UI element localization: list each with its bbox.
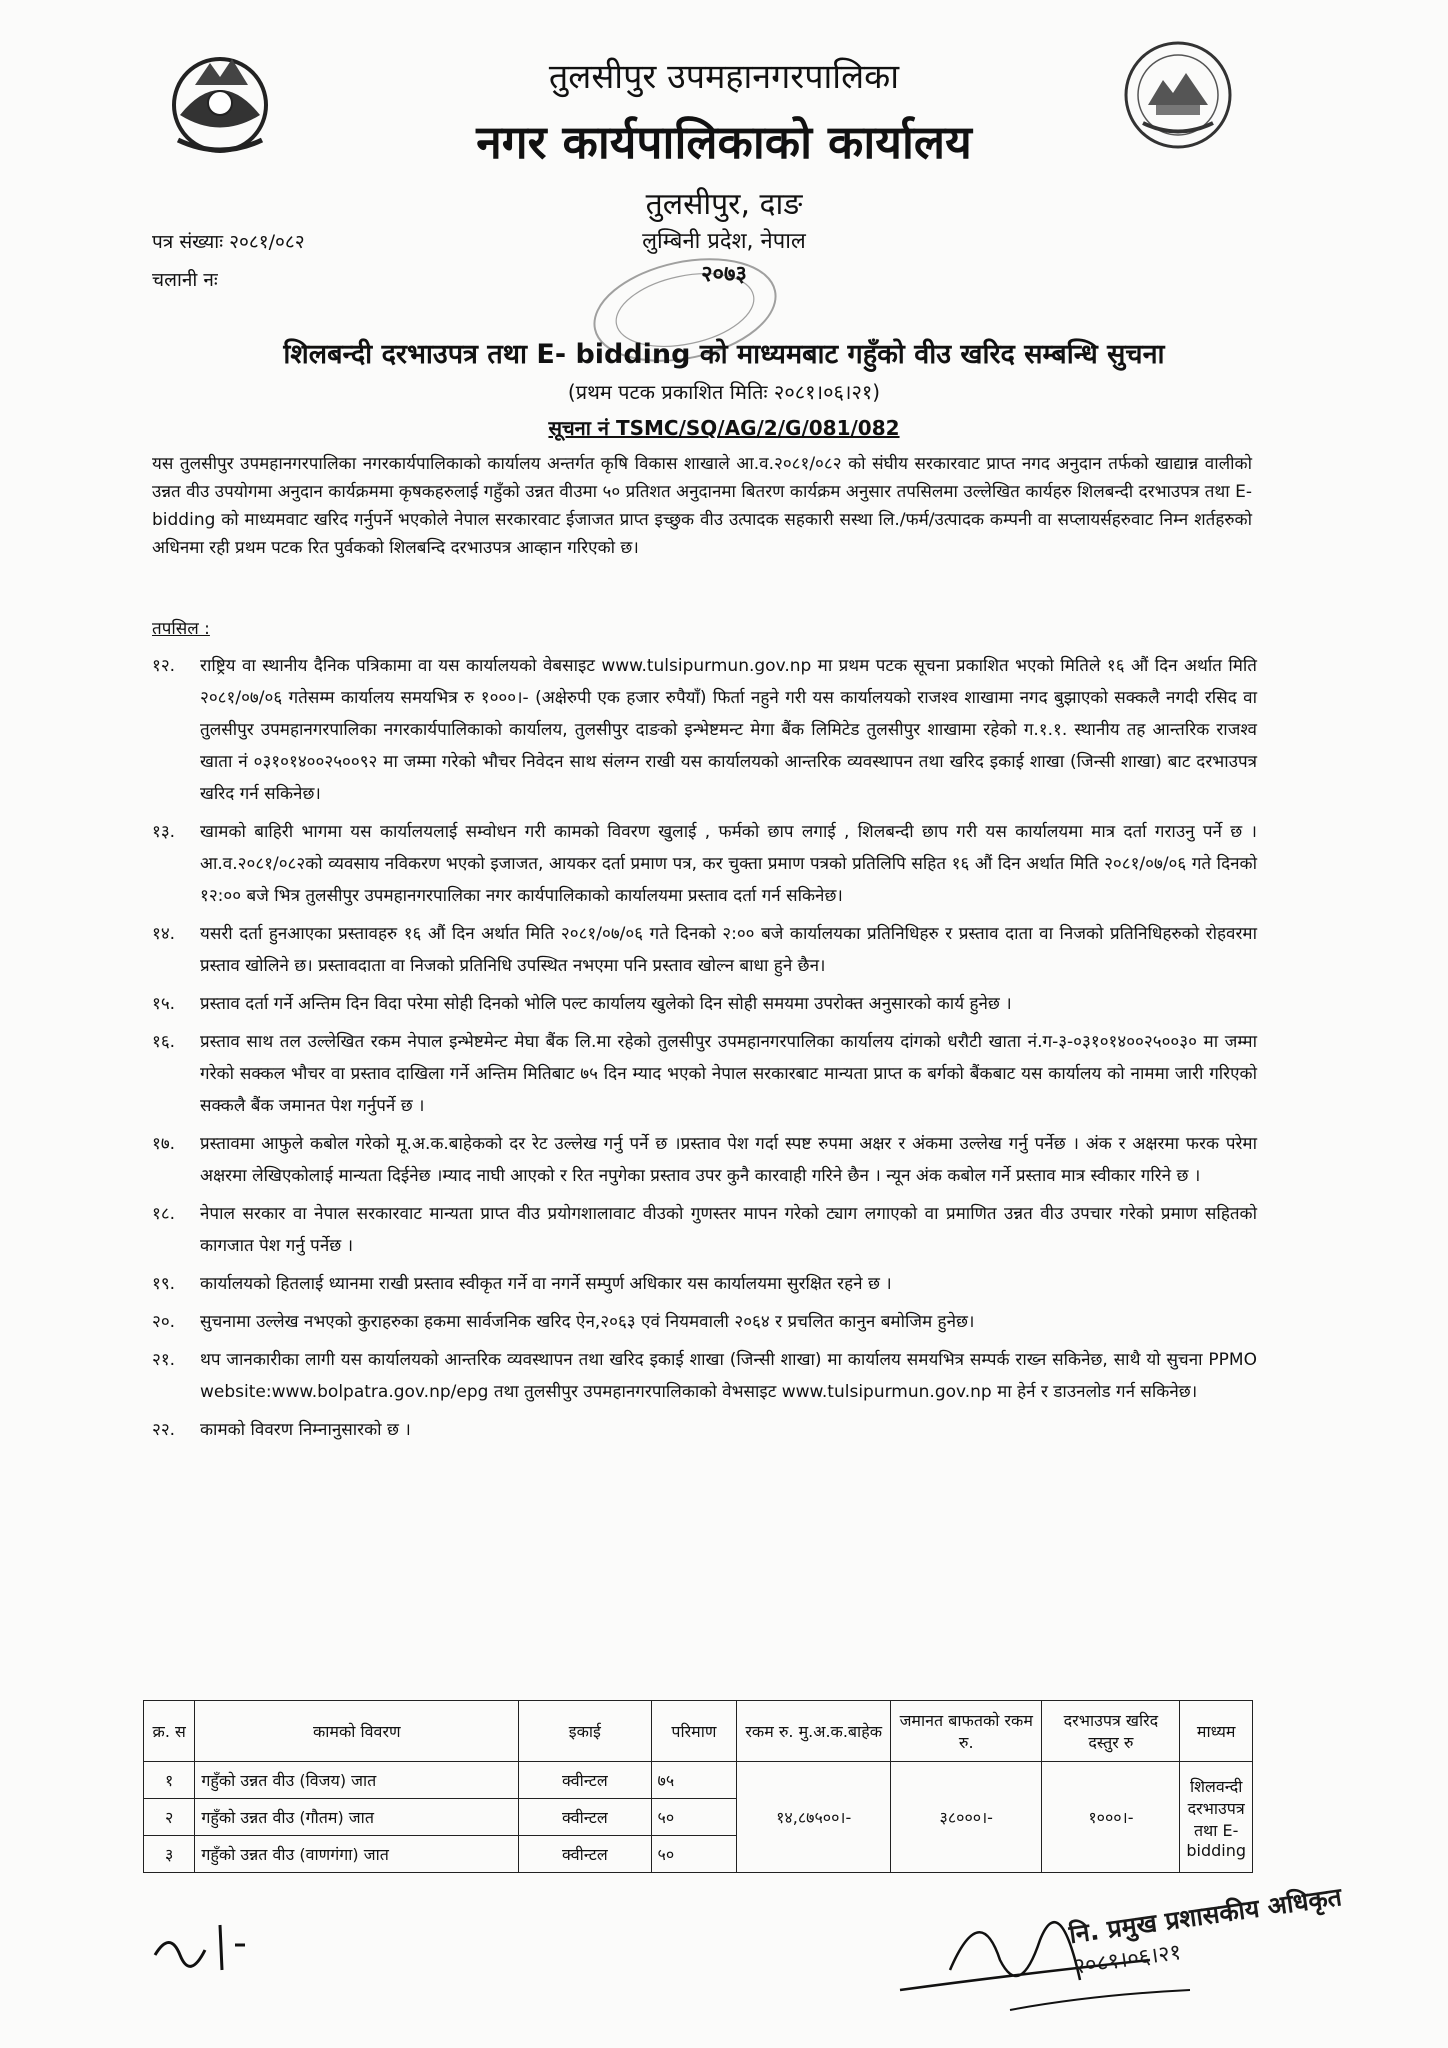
clause-list [152, 650, 1257, 1452]
organization-name: तुलसीपुर उपमहानगरपालिका [548, 57, 900, 97]
col-header-amount: रकम रु. मु.अ.क.बाहेक [737, 1701, 891, 1762]
cell-unit: क्वीन्टल [519, 1762, 651, 1799]
clause-number: १३. [152, 822, 176, 842]
office-title: नगर कार्यपालिकाको कार्यालय [476, 115, 972, 169]
cell-unit: क्वीन्टल [519, 1836, 651, 1873]
cell-quantity: ७५ [651, 1762, 737, 1799]
signatory-title: नि. प्रमुख प्रशासकीय अधिकृत [1067, 1882, 1344, 1950]
clause-item [152, 650, 1257, 810]
clause-text: नेपाल सरकार वा नेपाल सरकारवाट मान्यता प्राप्त वीउ प्रयोगशालावाट वीउको गुणस्तर मापन गरेको ट्याग लगाएको वा प्रमाणित उन्नत वीउ उपचार गरेको प्रमाण सहितको कागजात पेश गर्नु पर्नेछ । [200, 1204, 1257, 1256]
clause-item [152, 1128, 1257, 1192]
reference-number: पत्र संख्याः २०८१/०८२ [152, 231, 305, 253]
clause-text: सुचनामा उल्लेख नभएको कुराहरुका हकमा सार्वजनिक खरिद ऐन,२०६३ एवं नियमवाली २०६४ र प्रचलित कानुन बमोजिम हुनेछ। [200, 1312, 975, 1332]
clause-item [152, 1344, 1257, 1408]
notice-number: सूचना नं TSMC/SQ/AG/2/G/081/082 [548, 416, 900, 440]
col-header-medium: माध्यम [1180, 1701, 1253, 1762]
cell-description: गहुँको उन्नत वीउ (गौतम) जात [195, 1799, 519, 1836]
col-header-sn: क्र. स [144, 1701, 195, 1762]
clause-number: २१. [152, 1350, 176, 1370]
clause-number: १९. [152, 1274, 176, 1294]
clause-text: राष्ट्रिय वा स्थानीय दैनिक पत्रिकामा वा यस कार्यालयको वेबसाइट www.tulsipurmun.gov.np मा प्रथम पटक सूचना प्रकाशित भएको मितिले १६ औं दिन अर्थात मिति २०८१/०७/०६ गतेसम्म कार्यालय समयभित्र रु १०००।- (अक्षेरुपी एक हजार रुपैयाँ) फिर्ता नहुने गरी यस कार्यालयको राजश्व शाखामा नगद बुझाएको सक्कलै नगदी रसिद वा तुलसीपुर उपमहानगरपालिका नगरकार्यपालिकाको कार्यालय, तुलसीपुर दाङको इन्भेष्टमन्ट मेगा बैंक लिमिटेड तुलसीपुर शाखामा रहेको ग.१.१. स्थानीय तह आन्तरिक राजश्व खाता नं ०३१०१४००२५००९२ मा जम्मा गरेको भौचर निवेदन साथ संलग्न राखी यस कार्यालयको आन्तरिक व्यवस्थापन तथा खरिद इकाई शाखा (जिन्सी शाखा) बाट दरभाउपत्र खरिद गर्न सकिनेछ। [200, 656, 1257, 804]
clause-item [152, 1026, 1257, 1122]
clause-number: २२. [152, 1420, 176, 1440]
cell-quantity: ५० [651, 1836, 737, 1873]
clause-number: १४. [152, 924, 176, 944]
clause-number: १७. [152, 1134, 176, 1154]
clause-item [152, 1268, 1257, 1300]
cell-sn: ३ [144, 1836, 195, 1873]
col-header-fee: दरभाउपत्र खरिद दस्तुर रु [1042, 1701, 1180, 1762]
cell-medium: शिलवन्दी दरभाउपत्र तथा E- bidding [1180, 1762, 1253, 1873]
clause-text: यसरी दर्ता हुनआएका प्रस्तावहरु १६ औं दिन अर्थात मिति २०८१/०७/०६ गते दिनको २:०० बजे कार्यालयका प्रतिनिधिहरु र प्रस्ताव दाता वा निजको प्रतिनिधिहरुको रोहवरमा प्रस्ताव खोलिने छ। प्रस्तावदाता वा निजको प्रतिनिधि उपस्थित नभएमा पनि प्रस्ताव खोल्न बाधा हुने छैन। [200, 924, 1257, 976]
cell-unit: क्वीन्टल [519, 1799, 651, 1836]
office-province: लुम्बिनी प्रदेश, नेपाल [642, 229, 806, 254]
initials-mark [150, 1915, 270, 1975]
clause-text: खामको बाहिरी भागमा यस कार्यालयलाई सम्वोधन गरी कामको विवरण खुलाई , फर्मको छाप लगाई , शिलबन्दी छाप गरी यस कार्यालयमा मात्र दर्ता गराउनु पर्ने छ । आ.व.२०८१/०८२को व्यवसाय नविकरण भएको इजाजत, आयकर दर्ता प्रमाण पत्र, कर चुक्ता प्रमाण पत्रको प्रतिलिपि सहित १६ औं दिन अर्थात मिति २०८१/०७/०६ गते दिनको १२:०० बजे भित्र तुलसीपुर उपमहानगरपालिका नगर कार्यपालिकाको कार्यालयमा प्रस्ताव दर्ता गर्न सकिनेछ। [200, 822, 1257, 906]
clause-number: १८. [152, 1204, 176, 1224]
clause-item [152, 988, 1257, 1020]
cell-sn: २ [144, 1799, 195, 1836]
clause-number: १६. [152, 1032, 176, 1052]
col-header-description: कामको विवरण [195, 1701, 519, 1762]
col-header-unit: इकाई [519, 1701, 651, 1762]
details-heading: तपसिल : [152, 619, 210, 639]
clause-text: थप जानकारीका लागी यस कार्यालयको आन्तरिक व्यवस्थापन तथा खरिद इकाई शाखा (जिन्सी शाखा) मा कार्यालय समयभित्र सम्पर्क राख्न सकिनेछ, साथै यो सुचना PPMO website:www.bolpatra.gov.np/epg तथा तुलसीपुर उपमहानगरपालिकाको वेभसाइट www.tulsipurmun.gov.np मा हेर्न र डाउनलोड गर्न सकिनेछ। [200, 1350, 1257, 1402]
cell-amount: १४,८७५००।- [737, 1762, 891, 1873]
clause-number: २०. [152, 1312, 176, 1332]
clause-text: प्रस्ताव दर्ता गर्ने अन्तिम दिन विदा परेमा सोही दिनको भोलि पल्ट कार्यालय खुलेको दिन सोही समयमा उपरोक्त अनुसारको कार्य हुनेछ । [200, 994, 1012, 1014]
cell-fee: १०००।- [1042, 1762, 1180, 1873]
table-header-row [144, 1701, 1253, 1762]
publish-date: (प्रथम पटक प्रकाशित मितिः २०८१।०६।२१) [567, 380, 881, 404]
clause-number: १५. [152, 994, 176, 1014]
col-header-quantity: परिमाण [651, 1701, 737, 1762]
intro-paragraph: यस तुलसीपुर उपमहानगरपालिका नगरकार्यपालिकाको कार्यालय अन्तर्गत कृषि विकास शाखाले आ.व.२०८१/०८२ को संघीय सरकारवाट प्राप्त नगद अनुदान तर्फको खाद्यान्न वालीको उन्नत वीउ उपयोगमा अनुदान कार्यक्रममा कृषकहरुलाई गहुँको उन्नत वीउमा ५० प्रतिशत अनुदानमा बितरण कार्यक्रम अनुसार तपसिलमा उल्लेखित कार्यहरु शिलबन्दी दरभाउपत्र तथा E- bidding को माध्यमवाट खरिद गर्नुपर्ने भएकोले नेपाल सरकारवाट ईजाजत प्राप्त इच्छुक वीउ उत्पादक सहकारी सस्था लि./फर्म/उत्पादक कम्पनी वा सप्लायर्सहरुवाट निम्न शर्तहरुको अधिनमा रही प्रथम पटक रित पुर्वकको शिलबन्दि दरभाउपत्र आव्हान गरिएको छ। [152, 454, 1252, 558]
clause-item [152, 918, 1257, 982]
cell-sn: १ [144, 1762, 195, 1799]
office-location: तुलसीपुर, दाङ [645, 187, 803, 222]
clause-number: १२. [152, 656, 176, 676]
notice-subject: शिलबन्दी दरभाउपत्र तथा E- bidding को माध्यमबाट गहुँको वीउ खरिद सम्बन्धि सुचना [283, 339, 1165, 370]
clause-text: प्रस्ताव साथ तल उल्लेखित रकम नेपाल इन्भेष्टमेन्ट मेघा बैंक लि.मा रहेको तुलसीपुर उपमहानगरपालिका कार्यालय दांगको धरौटी खाता नं.ग-३-०३१०१४००२५००३० मा जम्मा गरेको सक्कल भौचर वा प्रस्ताव दाखिला गर्ने अन्तिम मितिबाट ७५ दिन म्याद भएको नेपाल सरकारबाट मान्यता प्राप्त क बर्गको बैंकबाट यस कार्यालय को नाममा जारी गरिएको सक्कलै बैंक जमानत पेश गर्नुपर्ने छ । [200, 1032, 1257, 1116]
col-header-deposit: जमानत बाफतको रकम रु. [890, 1701, 1041, 1762]
work-details-table [143, 1700, 1253, 1873]
cell-quantity: ५० [651, 1799, 737, 1836]
signature-date: २०८१।०६।२१ [1072, 1940, 1183, 1980]
cell-deposit: ३८०००।- [890, 1762, 1041, 1873]
table-row [144, 1762, 1253, 1799]
clause-item [152, 816, 1257, 912]
clause-item [152, 1306, 1257, 1338]
clause-text: कामको विवरण निम्नानुसारको छ । [200, 1420, 411, 1440]
clause-item [152, 1414, 1257, 1446]
establishment-year: २०७३ [701, 262, 747, 287]
cell-description: गहुँको उन्नत वीउ (विजय) जात [195, 1762, 519, 1799]
dispatch-number: चलानी नः [152, 269, 218, 291]
clause-text: कार्यालयको हितलाई ध्यानमा राखी प्रस्ताव स्वीकृत गर्ने वा नगर्ने सम्पुर्ण अधिकार यस कार्यालयमा सुरक्षित रहने छ । [200, 1274, 892, 1294]
clause-item [152, 1198, 1257, 1262]
clause-text: प्रस्तावमा आफुले कबोल गरेको मू.अ.क.बाहेकको दर रेट उल्लेख गर्नु पर्ने छ ।प्रस्ताव पेश गर्दा स्पष्ट रुपमा अक्षर र अंकमा उल्लेख गर्नु पर्नेछ । अंक र अक्षरमा फरक परेमा अक्षरमा लेखिएकोलाई मान्यता दिईनेछ ।म्याद नाघी आएको र रित नपुगेका प्रस्ताव उपर कुनै कारवाही गरिने छैन । न्यून अंक कबोल गर्ने प्रस्ताव मात्र स्वीकार गरिने छ । [200, 1134, 1257, 1186]
cell-description: गहुँको उन्नत वीउ (वाणगंगा) जात [195, 1836, 519, 1873]
